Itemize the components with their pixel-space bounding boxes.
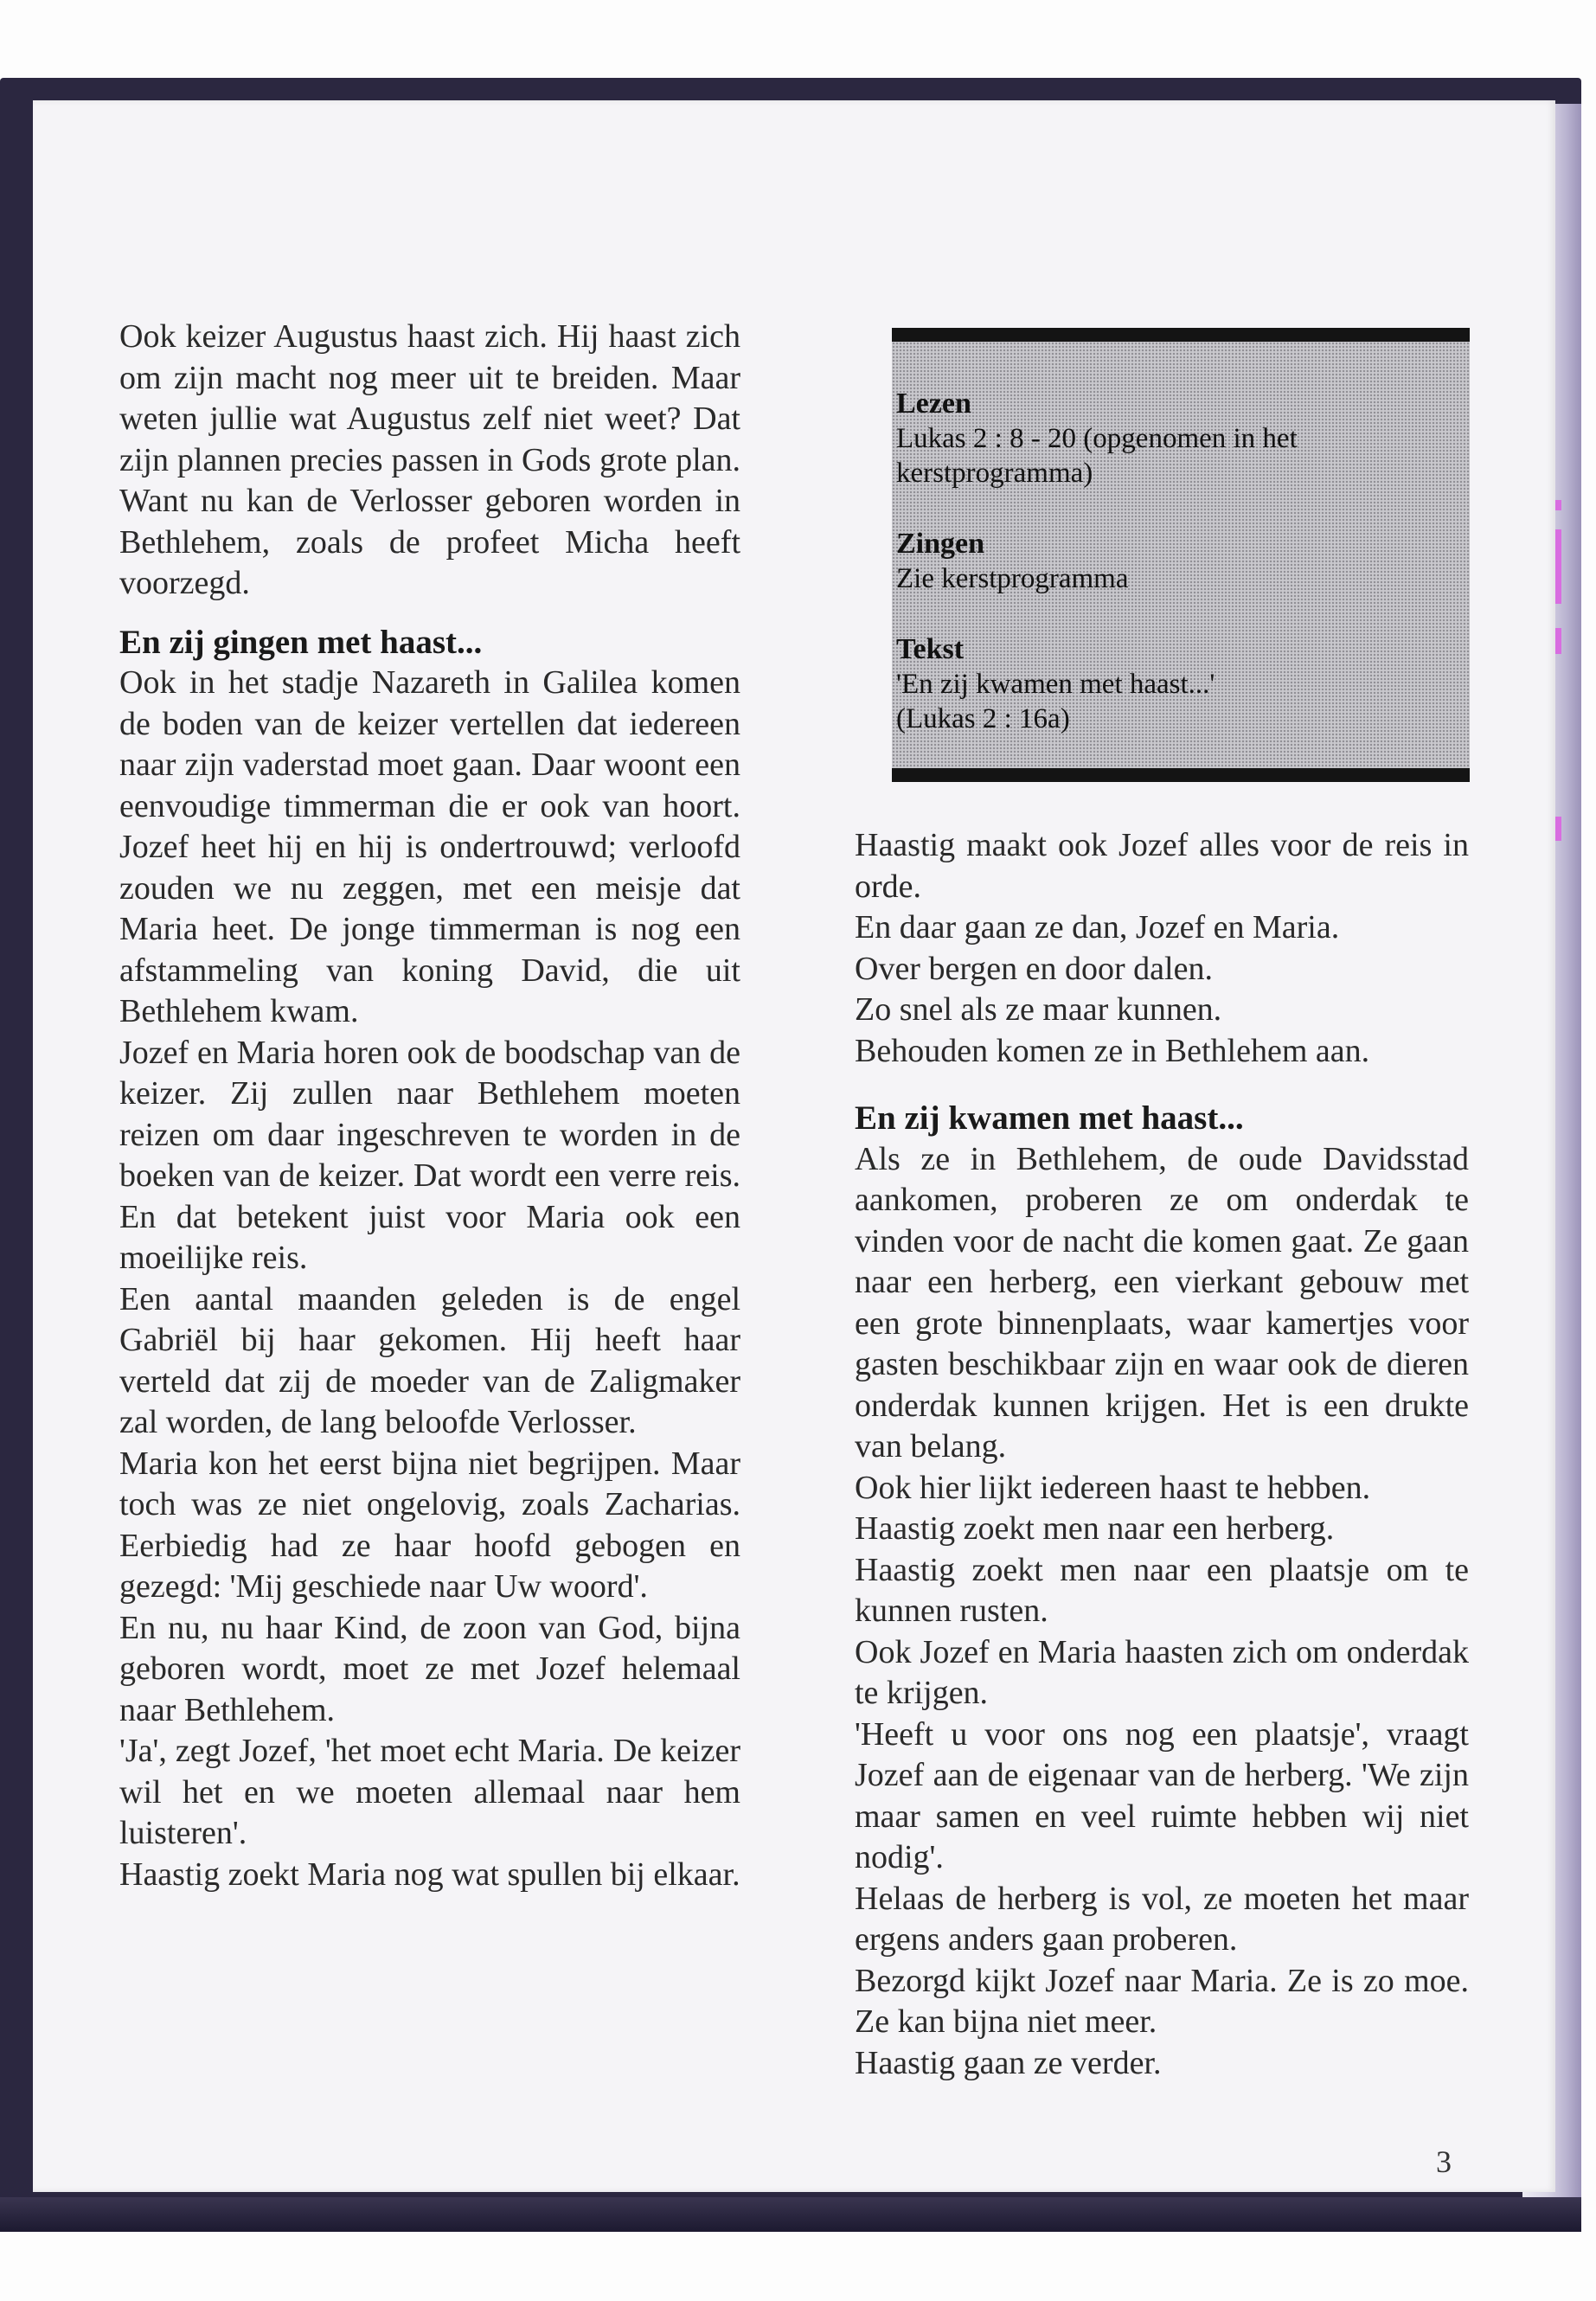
tekst-title: Tekst	[896, 633, 965, 665]
right-column	[855, 825, 1469, 2084]
paragraph: Helaas de herberg is vol, ze moeten het maar ergens anders gaan proberen.	[855, 1880, 1469, 1958]
paragraph: Jozef en Maria horen ook de boodschap van de keizer. Zij zullen naar Bethlehem moeten reizen om daar ingeschreven te worden in de boeken van de keizer. Dat wordt een verre reis. En dat betekent juist voor Maria ook een moeilijke reis.	[119, 1034, 740, 1276]
tekst-quote: 'En zij kwamen met haast...'	[896, 669, 1215, 700]
paragraph: Ook Jozef en Maria haasten zich om onderdak te krijgen.	[855, 1633, 1469, 1711]
book-page	[33, 100, 1555, 2192]
paragraph: Ook in het stadje Nazareth in Galilea komen de boden van de keizer vertellen dat iedereen naar zijn vaderstad moet gaan. Daar woont een eenvoudige timmerman die er ook van hoort. Jozef heet hij en hij is ondertrouwd; verloofd zouden we nu zeggen, met een meisje dat Maria heet. De jonge timmerman is nog een afstammeling van koning David, die uit Bethlehem kwam.	[119, 664, 740, 1029]
tekst-block	[896, 632, 1461, 736]
paragraph: Als ze in Bethlehem, de oude Davidsstad aankomen, proberen ze om onderdak te vinden voor de nacht die komen gaat. Ze gaan naar een herberg, een vierkant gebouw met een grote binnenplaats, waar kamertjes voor gasten beschikbaar zijn en waar ook de dieren onderdak kunnen krijgen. Het is een drukte van belang.	[855, 1140, 1469, 1465]
paragraph: Ook hier lijkt iedereen haast te hebben.	[855, 1469, 1371, 1506]
zingen-title: Zingen	[896, 528, 985, 560]
section-heading: En zij kwamen met haast...	[855, 1099, 1244, 1137]
paragraph: 'Ja', zegt Jozef, 'het moet echt Maria. De keizer wil het en we moeten allemaal naar hem luisteren'.	[119, 1733, 740, 1851]
paragraph: Bezorgd kijkt Jozef naar Maria. Ze is zo moe. Ze kan bijna niet meer.	[855, 1962, 1469, 2040]
paragraph: Haastig zoekt men naar een plaatsje om te kunnen rusten.	[855, 1551, 1469, 1629]
paragraph: Haastig zoekt Maria nog wat spullen bij elkaar.	[119, 1856, 740, 1893]
tekst-reference: (Lukas 2 : 16a)	[896, 703, 1070, 734]
left-column	[119, 317, 740, 1895]
paragraph: Maria kon het eerst bijna niet begrijpen. Maar toch was ze niet ongelovig, zoals Zacharias. Eerbiedig had ze haar hoofd gebogen en gezegd: 'Mij geschiede naar Uw woord'.	[119, 1445, 740, 1605]
section-heading: En zij gingen met haast...	[119, 623, 483, 661]
paragraph: Ook keizer Augustus haast zich. Hij haast zich om zijn macht nog meer uit te breiden. Maar weten jullie wat Augustus zelf niet weet? Dat zijn plannen precies passen in Gods grote plan. Want nu kan de Verlosser geboren worden in Bethlehem, zoals de profeet Micha heeft voorzegd.	[119, 318, 740, 601]
paragraph: Haastig zoekt men naar een herberg.	[855, 1510, 1335, 1547]
reading-info-box	[892, 328, 1470, 782]
zingen-block	[896, 527, 1461, 596]
zingen-text: Zie kerstprogramma	[896, 563, 1129, 594]
paragraph: Over bergen en door dalen.	[855, 950, 1213, 987]
paragraph: En nu, nu haar Kind, de zoon van God, bijna geboren wordt, moet ze met Jozef helemaal naar Bethlehem.	[119, 1609, 740, 1728]
paragraph: Een aantal maanden geleden is de engel Gabriël bij haar gekomen. Hij heeft haar verteld dat zij de moeder van de Zaligmaker zal worden, de lang beloofde Verlosser.	[119, 1280, 740, 1440]
paragraph: Haastig gaan ze verder.	[855, 2044, 1162, 2081]
paragraph: Haastig maakt ook Jozef alles voor de reis in orde.	[855, 827, 1469, 905]
lezen-text: Lukas 2 : 8 - 20 (opgenomen in het kerstprogramma)	[896, 423, 1298, 489]
paragraph: Zo snel als ze maar kunnen.	[855, 991, 1222, 1028]
paragraph: Behouden komen ze in Bethlehem aan.	[855, 1032, 1370, 1069]
lezen-title: Lezen	[896, 388, 971, 420]
paragraph: En daar gaan ze dan, Jozef en Maria.	[855, 909, 1340, 945]
book-bottom-edge	[0, 2197, 1581, 2232]
page-number: 3	[1436, 2144, 1452, 2179]
lezen-block	[896, 387, 1461, 490]
paragraph: 'Heeft u voor ons nog een plaatsje', vraagt Jozef aan de eigenaar van de herberg. 'We zijn maar samen en veel ruimte hebben wij niet nodig'.	[855, 1715, 1469, 1875]
